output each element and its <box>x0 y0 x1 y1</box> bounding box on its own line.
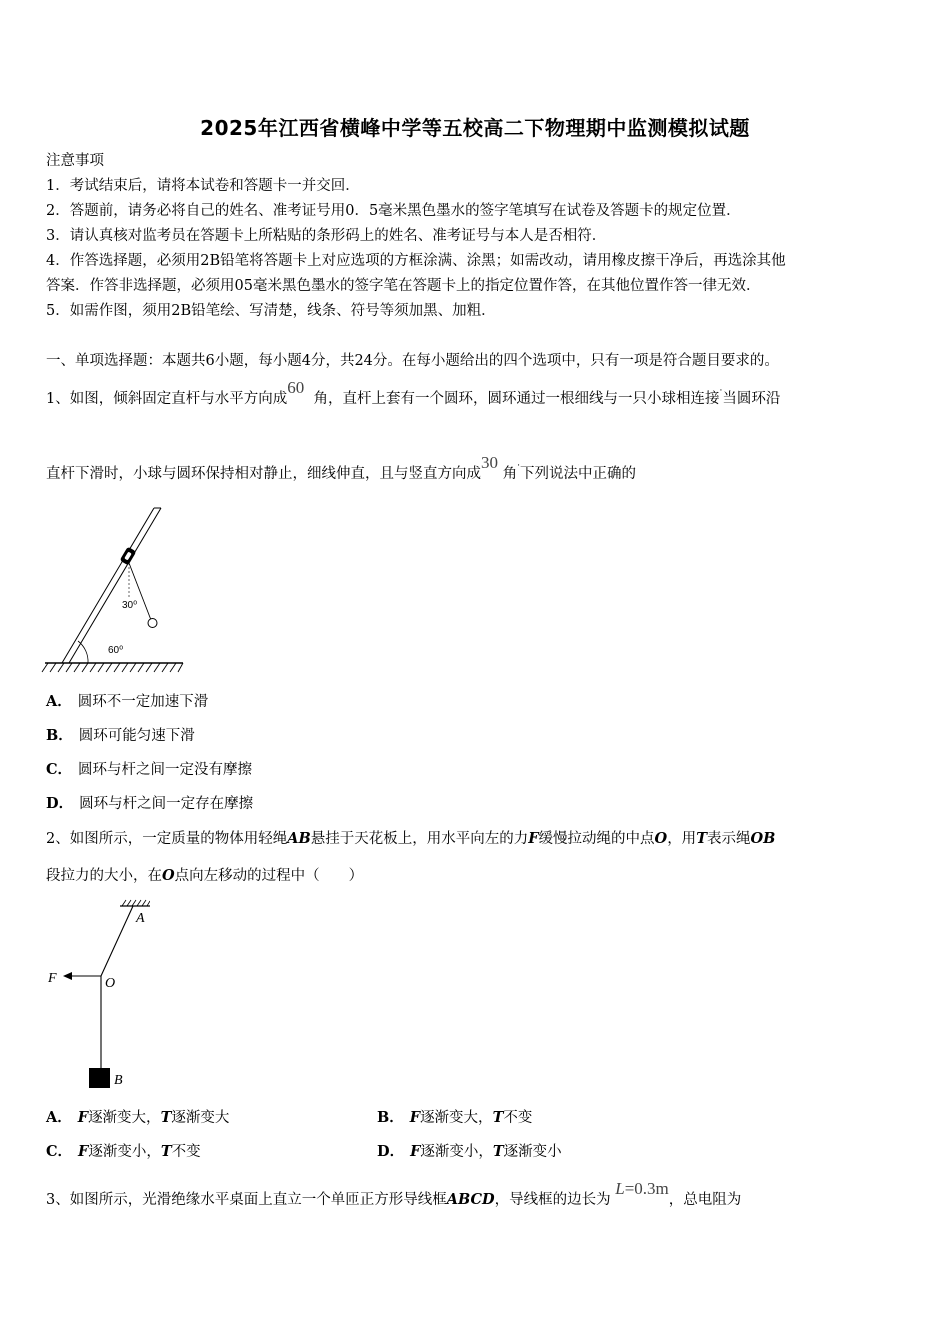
option-var: F <box>78 1143 89 1160</box>
q2-var: OB <box>750 830 776 847</box>
q1-text: 当圆环沿 <box>722 391 781 407</box>
q2-option-a[interactable] <box>46 1107 229 1129</box>
note-item: 4．作答选择题，必须用2B铅笔将答题卡上对应选项的方框涂满、涂黑；如需改动，请用橡皮擦干净后，再选涂其他 <box>46 253 786 269</box>
option-key: B． <box>377 1109 404 1126</box>
ball <box>148 619 157 628</box>
q2-line2 <box>46 865 363 887</box>
option-text: 逐渐变大， <box>88 1110 161 1126</box>
q2-text: 表示绳 <box>706 831 751 847</box>
label-F: F <box>48 971 57 986</box>
rod-edge <box>62 508 154 663</box>
rod-edge <box>69 508 161 663</box>
q1-option-b[interactable] <box>46 725 195 747</box>
q1-option-a[interactable] <box>46 691 208 713</box>
option-var: T <box>492 1109 504 1126</box>
option-text: 逐渐变大 <box>171 1110 230 1126</box>
q2-text: 点向左移动的过程中（ ） <box>174 868 364 884</box>
q1-option-d[interactable] <box>46 793 253 815</box>
q1-option-c[interactable] <box>46 759 252 781</box>
ground-hatch <box>42 663 183 672</box>
q1-angle-30: 30 <box>481 453 498 472</box>
ceiling-hatch <box>122 900 150 906</box>
q2-var: AB <box>287 830 311 847</box>
q1-text: 1、如图，倾斜固定直杆与水平方向成 <box>46 391 288 407</box>
q3-text: ，导线框的边长为 <box>494 1192 611 1208</box>
angle-arc <box>78 641 88 663</box>
q1-text: 角，直杆上套有一个圆环，圆环通过一根细线与一只小球相连接 <box>313 391 720 407</box>
option-var: F <box>409 1109 421 1126</box>
note-item: 2．答题前，请务必将自己的姓名、准考证号用0．5毫米黑色墨水的签字笔填写在试卷及答题卡的规定位置． <box>46 203 741 219</box>
option-key: A． <box>46 1109 72 1126</box>
q1-text: 下列说法中正确的 <box>519 466 636 482</box>
q2-figure <box>40 896 150 1092</box>
note-item: 3．请认真核对监考员在答题卡上所粘贴的条形码上的姓名、准考证号与本人是否相符． <box>46 228 607 244</box>
q3-math-value: =0.3m <box>624 1179 669 1198</box>
q1-text: 角 <box>502 466 518 482</box>
option-key: D． <box>377 1143 405 1160</box>
q2-text: 段拉力的大小，在 <box>46 868 162 884</box>
label-O: O <box>105 976 116 991</box>
option-text: 逐渐变小 <box>503 1144 562 1160</box>
option-key: C． <box>46 1143 73 1160</box>
page-title: 2025年江西省横峰中学等五校高二下物理期中监测模拟试题 <box>200 116 750 140</box>
option-key: D． <box>46 795 74 812</box>
option-var: T <box>492 1143 504 1160</box>
option-text: 不变 <box>503 1110 533 1126</box>
label-B: B <box>114 1073 123 1088</box>
notes-heading: 注意事项 <box>46 153 104 169</box>
q2-line1 <box>46 828 775 850</box>
q2-option-c[interactable] <box>46 1141 201 1163</box>
block-B <box>89 1068 110 1088</box>
q2-text: 缓慢拉动绳的中点 <box>538 831 655 847</box>
option-text: 逐渐变小， <box>88 1144 161 1160</box>
option-text: 圆环与杆之间一定没有摩擦 <box>78 762 253 778</box>
rope-AO <box>101 906 133 976</box>
q3-text: ，总电阻为 <box>668 1192 742 1208</box>
q1-figure <box>40 500 190 680</box>
string <box>129 563 151 620</box>
q3-line1 <box>46 1179 742 1211</box>
q1-angle-60: 60 <box>287 378 305 397</box>
option-text: 不变 <box>171 1144 201 1160</box>
note-item: 答案．作答非选择题，必须用05毫米黑色墨水的签字笔在答题卡上的指定位置作答，在其他位置作答一律无效． <box>46 278 761 294</box>
option-var: T <box>160 1109 172 1126</box>
section-heading: 一、单项选择题：本题共6小题，每小题4分，共24分。在每小题给出的四个选项中，只有一项是符合题目要求的。 <box>46 353 779 369</box>
option-var: F <box>410 1143 421 1160</box>
q1-text: 直杆下滑时，小球与圆环保持相对静止，细线伸直，且与竖直方向成 <box>46 466 481 482</box>
q2-text: ，用 <box>667 831 697 847</box>
label-A: A <box>136 911 145 926</box>
q2-option-d[interactable] <box>377 1141 562 1163</box>
label-60: 60⁰ <box>108 645 124 656</box>
option-text: 逐渐变大， <box>420 1110 493 1126</box>
label-30: 30⁰ <box>122 600 138 611</box>
option-var: F <box>77 1109 89 1126</box>
q2-option-b[interactable] <box>377 1107 532 1129</box>
option-text: 圆环可能匀速下滑 <box>78 728 195 744</box>
q3-var: ABCD <box>446 1191 495 1208</box>
q1-line2: 直杆下滑时，小球与圆环保持相对静止，细线伸直，且与竖直方向成30 角·下列说法中正确的 <box>46 453 636 482</box>
option-key: A． <box>46 693 72 710</box>
force-arrow-icon <box>63 972 72 980</box>
q2-var: O <box>654 830 668 847</box>
q2-var: F <box>528 830 539 847</box>
option-var: T <box>160 1143 172 1160</box>
q3-text: 3、如图所示，光滑绝缘水平桌面上直立一个单匝正方形导线框 <box>46 1192 447 1208</box>
q2-var: O <box>162 867 175 884</box>
q2-var: T <box>696 830 707 847</box>
note-item: 1．考试结束后，请将本试卷和答题卡一并交回． <box>46 178 360 194</box>
option-text: 逐渐变小， <box>420 1144 493 1160</box>
option-text: 圆环与杆之间一定存在摩擦 <box>79 796 254 812</box>
option-key: C． <box>46 761 73 778</box>
q3-math-L: L <box>615 1179 625 1198</box>
q2-text: 2、如图所示，一定质量的物体用轻绳 <box>46 831 288 847</box>
note-item: 5．如需作图，须用2B铅笔绘、写清楚，线条、符号等须加黑、加粗． <box>46 303 496 319</box>
option-text: 圆环不一定加速下滑 <box>77 694 209 710</box>
q1-line1: 1、如图，倾斜固定直杆与水平方向成60 角，直杆上套有一个圆环，圆环通过一根细线与一只小球相连接·当圆环沿 <box>46 378 781 407</box>
option-key: B． <box>46 727 73 744</box>
q2-text: 悬挂于天花板上，用水平向左的力 <box>310 831 529 847</box>
